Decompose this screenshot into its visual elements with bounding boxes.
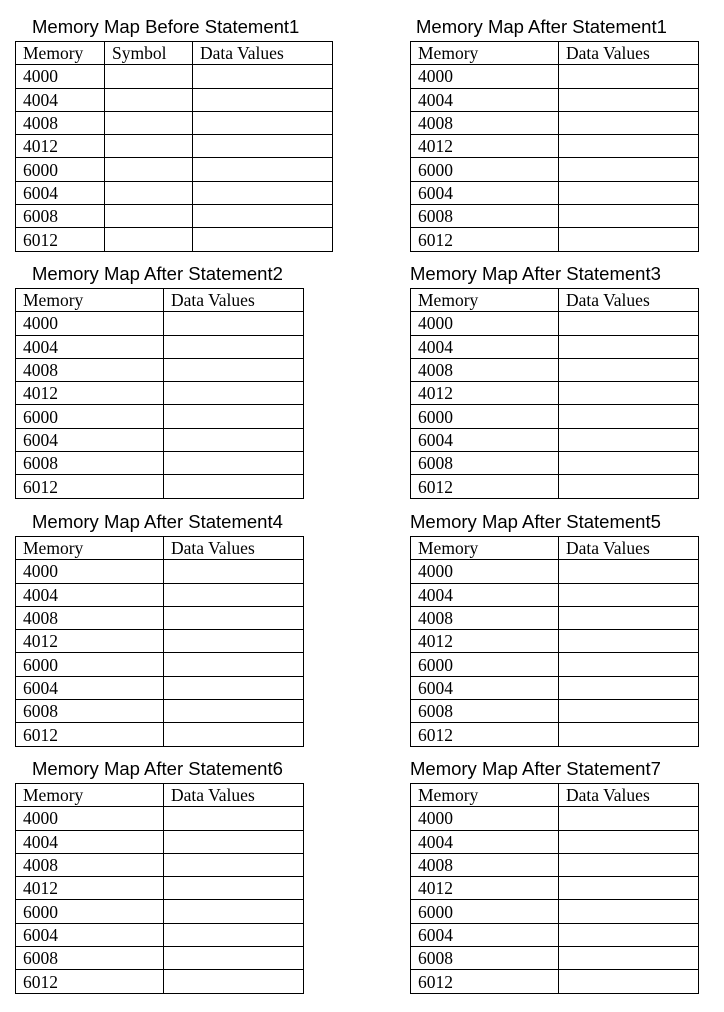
memory-address: 6000	[16, 653, 164, 676]
table-row	[16, 335, 304, 358]
memory-address: 6004	[411, 923, 559, 946]
memory-address: 4012	[411, 630, 559, 653]
table-row	[411, 181, 699, 204]
table-row	[16, 65, 333, 88]
memory-address: 6008	[411, 452, 559, 475]
data-value-cell[interactable]	[164, 653, 304, 676]
data-value-cell[interactable]	[193, 88, 333, 111]
table-row	[411, 923, 699, 946]
column-header-data-values: Data Values	[164, 537, 304, 560]
symbol-cell[interactable]	[105, 228, 193, 251]
memory-table	[15, 41, 333, 252]
table-row	[16, 181, 333, 204]
column-header-data-values: Data Values	[164, 784, 304, 807]
memory-address: 6004	[16, 676, 164, 699]
panel-title: Memory Map After Statement1	[416, 16, 667, 37]
symbol-cell[interactable]	[105, 205, 193, 228]
memory-address: 4004	[16, 583, 164, 606]
memory-address: 6004	[411, 181, 559, 204]
table-row	[16, 923, 304, 946]
memory-address: 6000	[16, 405, 164, 428]
memory-address: 6012	[16, 228, 105, 251]
data-value-cell[interactable]	[559, 312, 699, 335]
table-header-row	[16, 537, 304, 560]
data-value-cell[interactable]	[559, 428, 699, 451]
data-value-cell[interactable]	[559, 452, 699, 475]
table-row	[411, 900, 699, 923]
memory-address: 4008	[411, 853, 559, 876]
memory-address: 6008	[411, 700, 559, 723]
memory-address: 4012	[411, 877, 559, 900]
table-row	[16, 205, 333, 228]
memory-address: 4008	[411, 358, 559, 381]
table-row	[411, 452, 699, 475]
memory-address: 4004	[411, 583, 559, 606]
memory-address: 4012	[16, 877, 164, 900]
panel-title: Memory Map After Statement6	[32, 758, 283, 779]
table-row	[16, 830, 304, 853]
memory-address: 6008	[16, 452, 164, 475]
table-row	[411, 111, 699, 134]
memory-address: 6012	[411, 228, 559, 251]
memory-address: 6000	[411, 405, 559, 428]
table-row	[411, 228, 699, 251]
data-value-cell[interactable]	[559, 65, 699, 88]
data-value-cell[interactable]	[559, 560, 699, 583]
data-value-cell[interactable]	[164, 606, 304, 629]
symbol-cell[interactable]	[105, 135, 193, 158]
memory-address: 6008	[411, 205, 559, 228]
memory-table	[15, 783, 304, 994]
memory-address: 4000	[411, 312, 559, 335]
table-header-row	[16, 42, 333, 65]
table-header-row	[16, 784, 304, 807]
data-value-cell[interactable]	[559, 947, 699, 970]
table-row	[16, 970, 304, 993]
table-row	[411, 606, 699, 629]
data-value-cell[interactable]	[164, 428, 304, 451]
data-value-cell[interactable]	[559, 181, 699, 204]
table-row	[16, 807, 304, 830]
table-row	[411, 560, 699, 583]
data-value-cell[interactable]	[164, 560, 304, 583]
data-value-cell[interactable]	[559, 111, 699, 134]
memory-table	[15, 536, 304, 747]
data-value-cell[interactable]	[164, 405, 304, 428]
table-row	[411, 723, 699, 746]
memory-address: 6012	[411, 970, 559, 993]
table-row	[16, 135, 333, 158]
data-value-cell[interactable]	[193, 205, 333, 228]
data-value-cell[interactable]	[164, 807, 304, 830]
memory-address: 4012	[16, 382, 164, 405]
table-row	[411, 158, 699, 181]
data-value-cell[interactable]	[193, 181, 333, 204]
memory-address: 4004	[411, 88, 559, 111]
memory-address: 4008	[16, 606, 164, 629]
table-row	[411, 312, 699, 335]
table-row	[411, 830, 699, 853]
memory-address: 4008	[411, 606, 559, 629]
memory-table	[410, 41, 699, 252]
data-value-cell[interactable]	[164, 723, 304, 746]
data-value-cell[interactable]	[193, 228, 333, 251]
table-row	[411, 335, 699, 358]
data-value-cell[interactable]	[559, 700, 699, 723]
data-value-cell[interactable]	[559, 606, 699, 629]
column-header-symbol: Symbol	[105, 42, 193, 65]
memory-address: 6008	[16, 700, 164, 723]
data-value-cell[interactable]	[559, 358, 699, 381]
memory-address: 4000	[16, 312, 164, 335]
memory-address: 4000	[411, 65, 559, 88]
table-row	[411, 65, 699, 88]
data-value-cell[interactable]	[193, 135, 333, 158]
table-row	[411, 135, 699, 158]
memory-address: 4012	[411, 382, 559, 405]
table-header-row	[411, 784, 699, 807]
memory-address: 4008	[16, 111, 105, 134]
table-row	[16, 158, 333, 181]
data-value-cell[interactable]	[559, 135, 699, 158]
column-header-data-values: Data Values	[193, 42, 333, 65]
memory-address: 4012	[16, 630, 164, 653]
memory-table	[410, 288, 699, 499]
memory-address: 4000	[16, 65, 105, 88]
table-row	[16, 583, 304, 606]
memory-address: 4008	[16, 853, 164, 876]
table-row	[16, 947, 304, 970]
column-header-data-values: Data Values	[164, 289, 304, 312]
data-value-cell[interactable]	[559, 877, 699, 900]
data-value-cell[interactable]	[559, 475, 699, 498]
data-value-cell[interactable]	[559, 723, 699, 746]
column-header-memory: Memory	[16, 289, 164, 312]
table-row	[411, 205, 699, 228]
table-header-row	[16, 289, 304, 312]
data-value-cell[interactable]	[559, 405, 699, 428]
memory-address: 6012	[411, 723, 559, 746]
table-row	[16, 653, 304, 676]
table-row	[411, 382, 699, 405]
data-value-cell[interactable]	[559, 970, 699, 993]
memory-address: 6012	[16, 723, 164, 746]
symbol-cell[interactable]	[105, 65, 193, 88]
memory-address: 4008	[16, 358, 164, 381]
data-value-cell[interactable]	[164, 335, 304, 358]
memory-address: 6004	[16, 428, 164, 451]
table-row	[411, 970, 699, 993]
data-value-cell[interactable]	[559, 158, 699, 181]
memory-address: 6008	[16, 205, 105, 228]
data-value-cell[interactable]	[559, 583, 699, 606]
column-header-memory: Memory	[16, 537, 164, 560]
table-row	[411, 877, 699, 900]
data-value-cell[interactable]	[559, 676, 699, 699]
table-row	[411, 947, 699, 970]
table-row	[411, 700, 699, 723]
memory-address: 6004	[16, 923, 164, 946]
memory-address: 6004	[411, 428, 559, 451]
memory-address: 6004	[16, 181, 105, 204]
memory-address: 6000	[16, 158, 105, 181]
column-header-memory: Memory	[411, 289, 559, 312]
table-row	[16, 382, 304, 405]
memory-address: 6000	[411, 900, 559, 923]
column-header-memory: Memory	[16, 42, 105, 65]
table-row	[16, 452, 304, 475]
panel-title: Memory Map After Statement2	[32, 263, 283, 284]
table-row	[16, 405, 304, 428]
memory-table	[410, 783, 699, 994]
symbol-cell[interactable]	[105, 158, 193, 181]
data-value-cell[interactable]	[164, 475, 304, 498]
memory-address: 6008	[16, 947, 164, 970]
data-value-cell[interactable]	[164, 877, 304, 900]
symbol-cell[interactable]	[105, 88, 193, 111]
panel-title: Memory Map After Statement4	[32, 511, 283, 532]
data-value-cell[interactable]	[164, 358, 304, 381]
table-row	[16, 700, 304, 723]
memory-table	[410, 536, 699, 747]
panel-title: Memory Map After Statement7	[410, 758, 661, 779]
memory-address: 4004	[16, 335, 164, 358]
table-row	[16, 228, 333, 251]
table-row	[16, 111, 333, 134]
data-value-cell[interactable]	[193, 65, 333, 88]
table-row	[411, 428, 699, 451]
column-header-data-values: Data Values	[559, 537, 699, 560]
memory-address: 6000	[411, 158, 559, 181]
memory-address: 4012	[411, 135, 559, 158]
data-value-cell[interactable]	[559, 807, 699, 830]
data-value-cell[interactable]	[164, 382, 304, 405]
data-value-cell[interactable]	[559, 830, 699, 853]
memory-address: 6000	[16, 900, 164, 923]
memory-address: 4000	[16, 807, 164, 830]
memory-address: 6008	[411, 947, 559, 970]
table-header-row	[411, 537, 699, 560]
data-value-cell[interactable]	[164, 676, 304, 699]
table-row	[16, 560, 304, 583]
table-row	[16, 312, 304, 335]
table-row	[411, 358, 699, 381]
table-row	[411, 583, 699, 606]
table-row	[411, 88, 699, 111]
table-row	[411, 405, 699, 428]
table-row	[16, 877, 304, 900]
memory-address: 4000	[16, 560, 164, 583]
memory-address: 4012	[16, 135, 105, 158]
memory-address: 4004	[411, 335, 559, 358]
panel-title: Memory Map After Statement5	[410, 511, 661, 532]
memory-address: 4000	[411, 560, 559, 583]
data-value-cell[interactable]	[559, 923, 699, 946]
data-value-cell[interactable]	[559, 88, 699, 111]
data-value-cell[interactable]	[164, 630, 304, 653]
memory-address: 6012	[411, 475, 559, 498]
table-header-row	[411, 289, 699, 312]
data-value-cell[interactable]	[559, 335, 699, 358]
table-row	[16, 475, 304, 498]
memory-address: 4004	[16, 830, 164, 853]
table-row	[16, 630, 304, 653]
data-value-cell[interactable]	[559, 382, 699, 405]
data-value-cell[interactable]	[559, 653, 699, 676]
data-value-cell[interactable]	[164, 900, 304, 923]
column-header-memory: Memory	[411, 42, 559, 65]
data-value-cell[interactable]	[193, 158, 333, 181]
data-value-cell[interactable]	[559, 228, 699, 251]
data-value-cell[interactable]	[164, 830, 304, 853]
panel-title: Memory Map After Statement3	[410, 263, 661, 284]
data-value-cell[interactable]	[559, 853, 699, 876]
table-row	[411, 676, 699, 699]
column-header-memory: Memory	[16, 784, 164, 807]
data-value-cell[interactable]	[164, 700, 304, 723]
data-value-cell[interactable]	[164, 853, 304, 876]
memory-address: 6012	[16, 970, 164, 993]
data-value-cell[interactable]	[559, 900, 699, 923]
panel-title: Memory Map Before Statement1	[32, 16, 300, 37]
data-value-cell[interactable]	[559, 630, 699, 653]
memory-address: 6000	[411, 653, 559, 676]
table-row	[411, 630, 699, 653]
memory-address: 4004	[411, 830, 559, 853]
data-value-cell[interactable]	[164, 970, 304, 993]
data-value-cell[interactable]	[193, 111, 333, 134]
data-value-cell[interactable]	[164, 947, 304, 970]
memory-address: 4008	[411, 111, 559, 134]
data-value-cell[interactable]	[559, 205, 699, 228]
data-value-cell[interactable]	[164, 583, 304, 606]
table-row	[16, 676, 304, 699]
column-header-data-values: Data Values	[559, 784, 699, 807]
column-header-memory: Memory	[411, 784, 559, 807]
table-row	[16, 853, 304, 876]
column-header-data-values: Data Values	[559, 42, 699, 65]
memory-table	[15, 288, 304, 499]
table-row	[16, 358, 304, 381]
symbol-cell[interactable]	[105, 181, 193, 204]
symbol-cell[interactable]	[105, 111, 193, 134]
table-row	[16, 723, 304, 746]
table-row	[411, 475, 699, 498]
memory-address: 6012	[16, 475, 164, 498]
data-value-cell[interactable]	[164, 312, 304, 335]
table-header-row	[411, 42, 699, 65]
memory-address: 4004	[16, 88, 105, 111]
column-header-memory: Memory	[411, 537, 559, 560]
data-value-cell[interactable]	[164, 923, 304, 946]
table-row	[16, 88, 333, 111]
table-row	[16, 606, 304, 629]
table-row	[411, 853, 699, 876]
data-value-cell[interactable]	[164, 452, 304, 475]
table-row	[16, 900, 304, 923]
table-row	[411, 807, 699, 830]
memory-address: 4000	[411, 807, 559, 830]
memory-address: 6004	[411, 676, 559, 699]
table-row	[411, 653, 699, 676]
table-row	[16, 428, 304, 451]
column-header-data-values: Data Values	[559, 289, 699, 312]
